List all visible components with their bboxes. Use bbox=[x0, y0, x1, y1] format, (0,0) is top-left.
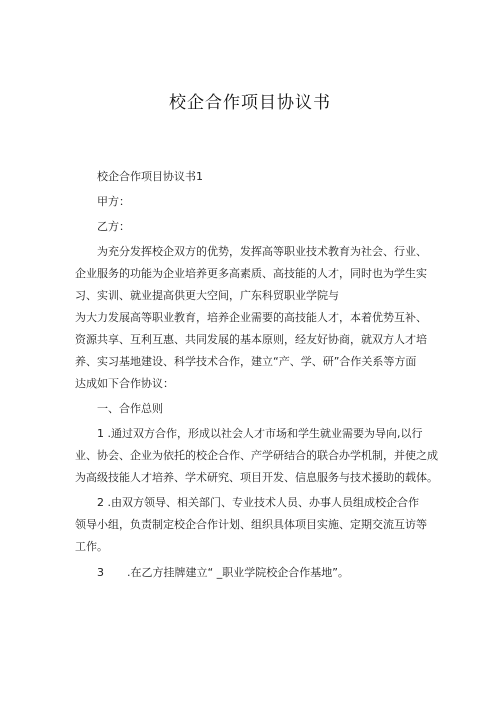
item-2-line-2: 领导小组，负责制定校企合作计划、组织具体项目实施、定期交流互访等 bbox=[75, 518, 427, 531]
party-b-label: 乙方： bbox=[97, 220, 130, 233]
intro-line-1: 为充分发挥校企双方的优势，发挥高等职业技术教育为社会、行业、 bbox=[97, 245, 427, 258]
intro-line-5: 资源共享、互利互惠、共同发展的基本原则，经友好协商，就双方人才培 bbox=[75, 333, 427, 346]
intro-line-4: 为大力发展高等职业教育，培养企业需要的高技能人才，本着优势互补、 bbox=[75, 311, 427, 324]
party-a-label: 甲方： bbox=[97, 195, 130, 208]
document-subtitle: 校企合作项目协议书1 bbox=[97, 170, 203, 183]
document-body bbox=[75, 166, 438, 584]
item-3-number: 3 bbox=[97, 566, 104, 579]
item-1-line-1: 1 .通过双方合作，形成以社会人才市场和学生就业需要为导向,以行 bbox=[97, 427, 423, 440]
intro-line-7: 达成如下合作协议： bbox=[75, 377, 174, 390]
item-1-line-3: 为高级技能人才培养、学术研究、项目开发、信息服务与技术援助的载体。 bbox=[75, 471, 438, 484]
intro-line-6: 养、实习基地建设、科学技术合作，建立“产、学、研”合作关系等方面 bbox=[75, 355, 417, 368]
item-2-line-3: 工作。 bbox=[75, 540, 108, 553]
intro-line-3: 习、实训、就业提高供更大空间，广东科贸职业学院与 bbox=[75, 289, 339, 302]
item-2-line-1: 2 .由双方领导、相关部门、专业技术人员、办事人员组成校企合作 bbox=[97, 496, 419, 509]
item-3-line bbox=[75, 562, 433, 584]
section-1-heading: 一、合作总则 bbox=[97, 402, 163, 415]
item-3-text: .在乙方挂牌建立“ _职业学院校企合作基地”。 bbox=[127, 566, 349, 579]
item-1-line-2: 业、协会、企业为依托的校企合作、产学研结合的联合办学机制，并使之成 bbox=[75, 449, 438, 462]
intro-line-2: 企业服务的功能为企业培养更多高素质、高技能的人才，同时也为学生实 bbox=[75, 267, 427, 280]
document-title: 校企合作项目协议书 bbox=[169, 93, 331, 113]
